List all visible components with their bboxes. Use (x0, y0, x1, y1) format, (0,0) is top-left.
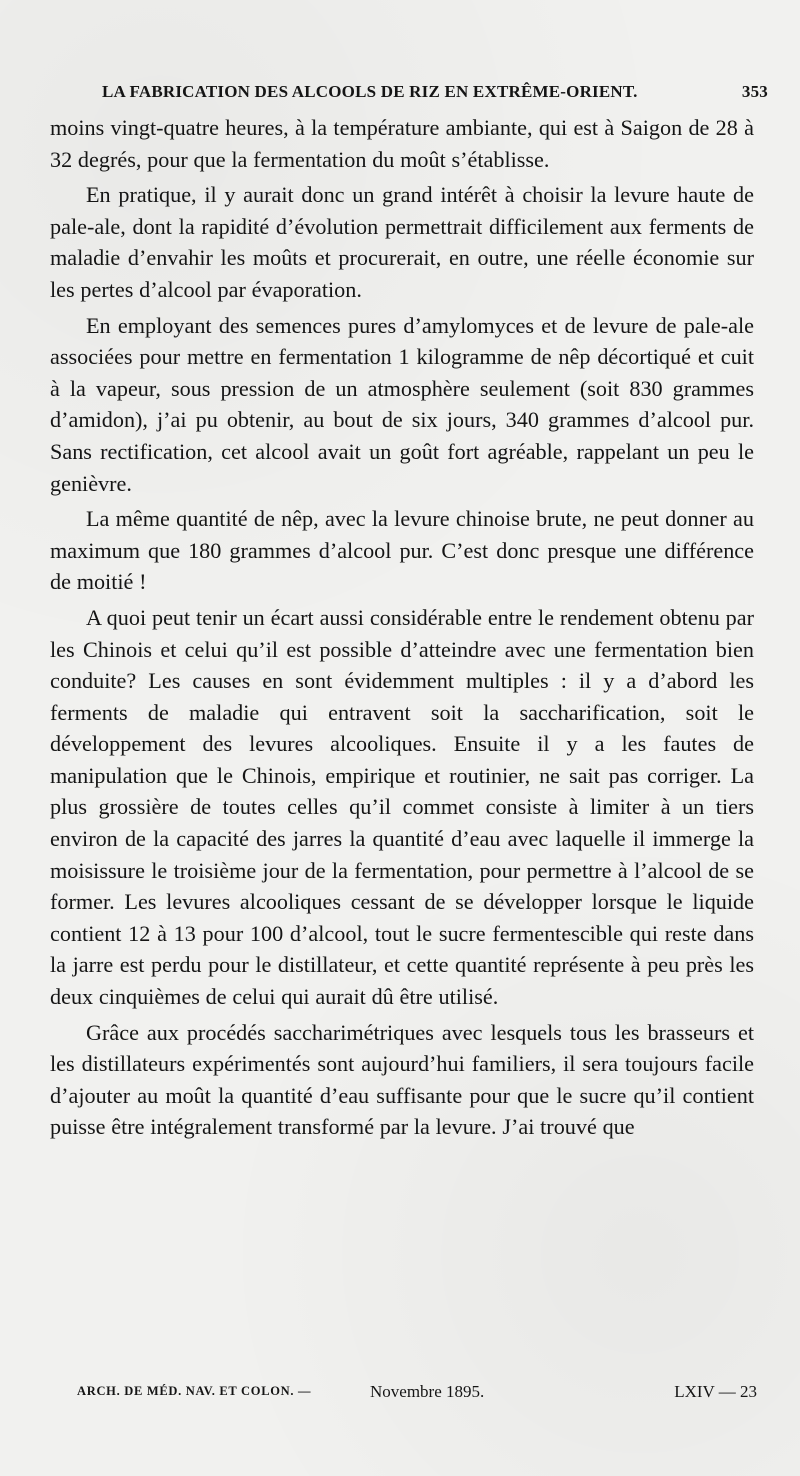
page-footer (77, 1382, 757, 1406)
paragraph-2: En pratique, il y aurait donc un grand intérêt à choisir la levure haute de pale-ale, dont la rapidité d’évolution permettrait difficilement aux ferments de maladie d’envahir les moûts et procurerait, en outre, une réelle économie sur les pertes d’alcool par évaporation. (50, 182, 754, 302)
footer-journal-line (77, 1384, 311, 1399)
body-text (50, 112, 754, 1147)
footer-date: Novembre 1895. (370, 1382, 485, 1401)
paragraph-1: moins vingt-quatre heures, à la température ambiante, qui est à Saigon de 28 à 32 degrés, pour que la fermentation du moût s’établisse. (50, 115, 754, 172)
footer-separator: — (298, 1384, 312, 1398)
paragraph-6: Grâce aux procédés saccharimétriques avec lesquels tous les brasseurs et les distillateurs expérimentés sont aujourd’hui familiers, il sera toujours facile d’ajouter au moût la quantité d’eau suffisante pour que le sucre qu’il contient puisse être intégralement transformé par la levure. J’ai trouvé que (50, 1019, 754, 1140)
running-header (92, 82, 768, 106)
paragraph-3: En employant des semences pures d’amylomyces et de levure de pale-ale associées pour mettre en fermentation 1 kilogramme de nêp décortiqué et cuit à la vapeur, sous pression de un atmosphère seulement (soit 830 grammes d’amidon), j’ai pu obtenir, au bout de six jours, 340 grammes d’alcool pur. Sans rectification, cet alcool avait un goût fort agréable, rappelant un peu le genièvre. (50, 312, 754, 496)
footer-signature: LXIV — 23 (674, 1382, 757, 1401)
footer-journal: ARCH. DE MÉD. NAV. ET COLON. (77, 1384, 295, 1398)
paragraph-4: La même quantité de nêp, avec la levure chinoise brute, ne peut donner au maximum que 180 grammes d’alcool pur. C’est donc presque une différence de moitié ! (50, 506, 754, 595)
paragraph-5: A quoi peut tenir un écart aussi considérable entre le rendement obtenu par les Chinois et celui qu’il est possible d’atteindre avec une fermentation bien conduite? Les causes en sont évidemment multiples : il y a d’abord les ferments de maladie qui entravent soit la saccharification, soit le développement des levures alcooliques. Ensuite il y a les fautes de manipulation que le Chinois, empirique et routinier, ne sait pas corriger. La plus grossière de toutes celles qu’il commet consiste à limiter à un tiers environ de la capacité des jarres la quantité d’eau avec laquelle il immerge la moisissure le troisième jour de la fermentation, pour permettre à l’alcool de se former. Les levures alcooliques cessant de se développer lorsque le liquide contient 12 à 13 pour 100 d’alcool, tout le sucre fermentescible qui reste dans la jarre est perdu pour le distillateur, et cette quantité représente à peu près les deux cinquièmes de celui qui aurait dû être utilisé. (50, 604, 754, 1010)
page-number: 353 (741, 82, 768, 101)
header-title: LA FABRICATION DES ALCOOLS DE RIZ EN EXTRÊME-ORIENT. (102, 82, 638, 101)
